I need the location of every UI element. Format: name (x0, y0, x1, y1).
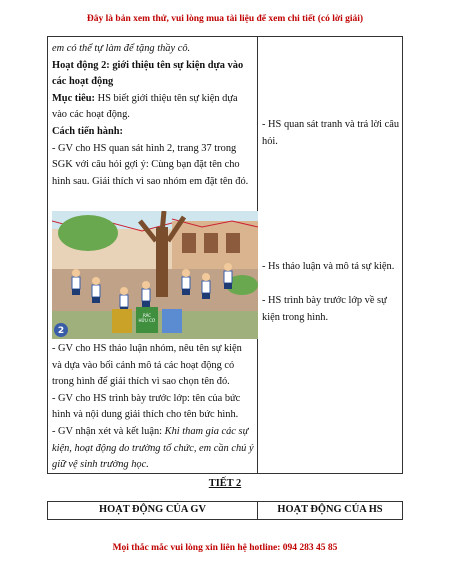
step-4-conclusion: Khi tham gia các sự kiện, hoạt động do trường tổ chức, em cần chú ý giữ vệ sinh trường học. (52, 425, 254, 471)
teacher-activity-column (52, 41, 254, 471)
teacher-activity-header: HOẠT ĐỘNG CỦA GV (99, 504, 206, 515)
student-item-2: - Hs thảo luận và mô tả sự kiện. (262, 261, 395, 272)
step-4-prefix: - GV nhận xét và kết luận: (52, 425, 165, 437)
goal-label: Mục tiêu: (52, 92, 95, 104)
step-2: - GV cho HS thảo luận nhóm, nêu tên sự kiện và dựa vào bối cảnh mô tả các hoạt động có trong hình để giải thích vì sao chọn tên đó. (52, 343, 242, 388)
bin-label-line-2: HỮU CƠ (138, 318, 156, 323)
intro-line: em có thể tự làm để tặng thầy cô. (52, 43, 191, 54)
student-activity-header: HOẠT ĐỘNG CỦA HS (277, 504, 383, 515)
goal-paragraph (52, 91, 254, 124)
goal-text: HS biết giới thiệu tên sự kiện dựa vào các hoạt động. (52, 92, 238, 121)
school-event-illustration (52, 211, 258, 339)
preview-notice: Đây là bản xem thử, vui lòng mua tài liệu để xem chi tiết (có lời giải) (86, 14, 364, 24)
discussion-steps (52, 341, 254, 474)
student-item-3: - HS trình bày trước lớp về sự kiện trong hình. (262, 295, 387, 323)
illustration-svg (52, 211, 258, 339)
activity-title: Hoạt động 2: giới thiệu tên sự kiện dựa vào các hoạt động (52, 59, 244, 88)
activity-header-table (47, 501, 403, 520)
period-heading: TIẾT 2 (208, 478, 242, 489)
step-3: - GV cho HS trình bày trước lớp: tên của bức hình và nội dung giải thích cho tên bức hình. (52, 392, 241, 421)
method-label: Cách tiến hành: (52, 125, 124, 137)
image-number-label: 2 (57, 326, 65, 336)
step-4 (52, 424, 254, 474)
step-1: - GV cho HS quan sát hình 2, trang 37 trong SGK với câu hỏi gợi ý: Cùng bạn đặt tên cho hình sau. Giải thích vì sao nhóm em đặt tên đó. (52, 142, 249, 187)
bin-label-line-1: RÁC (142, 313, 152, 318)
student-item-1: - HS quan sát tranh và trả lời câu hỏi. (262, 119, 400, 147)
hotline-notice: Mọi thắc mắc vui lòng xin liên hệ hotline: 094 283 45 85 (112, 543, 338, 553)
lesson-table (47, 36, 403, 474)
